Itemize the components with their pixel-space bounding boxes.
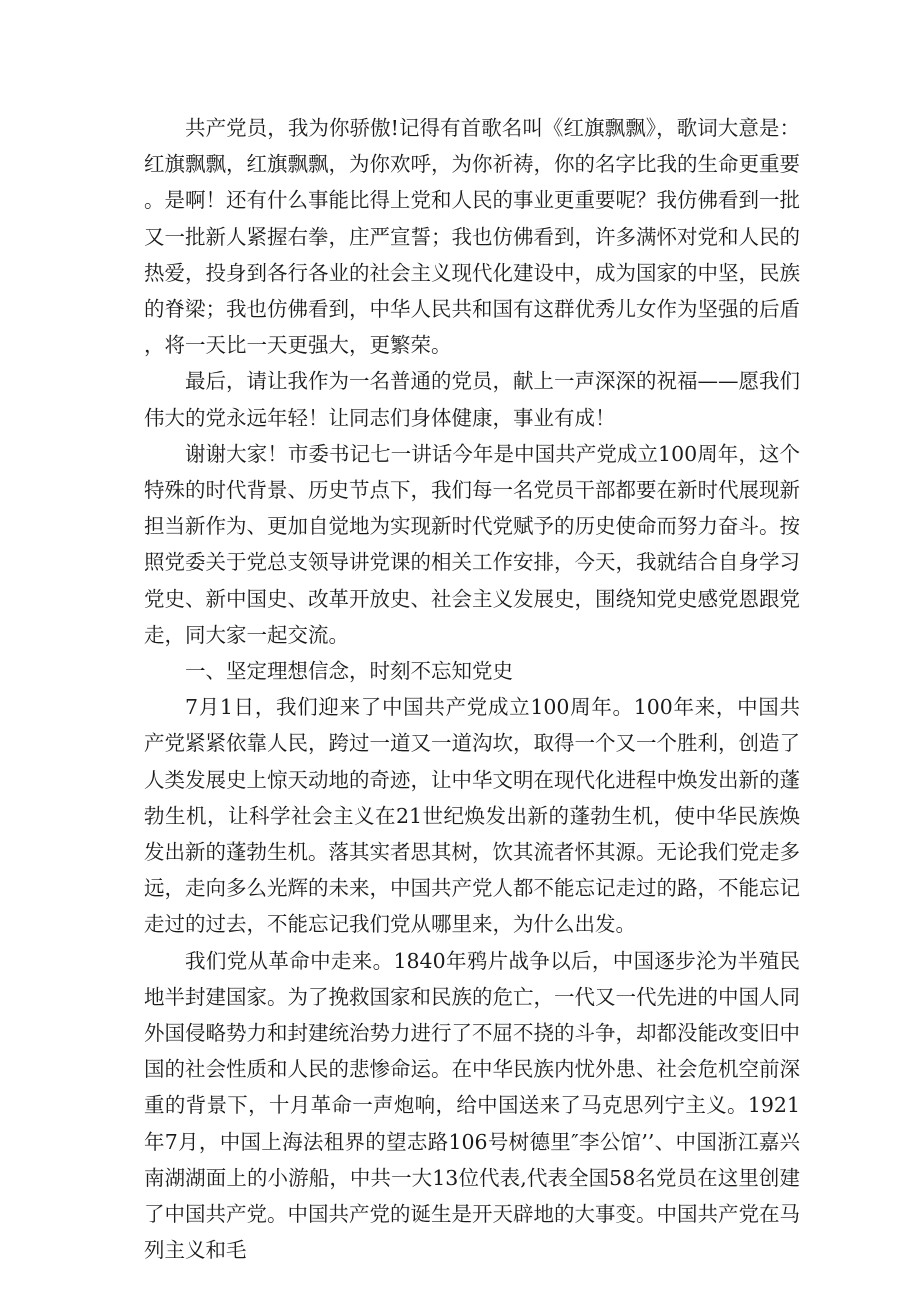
paragraph-party-member-pride: 共产党员，我为你骄傲!记得有首歌名叫《红旗飘飘》，歌词大意是：红旗飘飘，红旗飘飘，为你欢呼，为你祈祷，你的名字比我的生命更重要。是啊！还有什么事能比得上党和人民的事业更重要呢？我仿佛看到一批又一批新人紧握右拳，庄严宣誓；我也仿佛看到，许多满怀对党和人民的热爱，投身到各行各业的社会主义现代化建设中，成为国家的中坚，民族的脊梁；我也仿佛看到，中华人民共和国有这群优秀儿女作为坚强的后盾，将一天比一天更强大，更繁荣。 xyxy=(144,116,800,358)
section-heading: 一、坚定理想信念，时刻不忘知党史 xyxy=(185,659,513,684)
paragraph-thanks-speech: 谢谢大家！市委书记七一讲话今年是中国共产党成立100周年，这个特殊的时代背景、历史节点下，我们每一名党员干部都要在新时代展现新担当新作为、更加自觉地为实现新时代党赋予的历史使命而努力奋斗。按照党委关于党总支领导讲党课的相关工作安排，今天，我就结合自身学习党史、新中国史、改革开放史、社会主义发展史，围绕知党史感党恩跟党走，同大家一起交流。 xyxy=(144,441,800,647)
paragraph-blessing: 最后，请让我作为一名普通的党员，献上一声深深的祝福——愿我们伟大的党永远年轻！让同志们身体健康，事业有成！ xyxy=(144,369,800,430)
paragraph-revolution-history: 我们党从革命中走来。1840年鸦片战争以后，中国逐步沦为半殖民地半封建国家。为了挽救国家和民族的危亡，一代又一代先进的中国人同外国侵略势力和封建统治势力进行了不屈不挠的斗争，却都没能改变旧中国的社会性质和人民的悲惨命运。在中华民族内忧外患、社会危机空前深重的背景下，十月革命一声炮响，给中国送来了马克思列宁主义。1921年7月，中国上海法租界的望志路106号树德里″李公馆’’、中国浙江嘉兴南湖湖面上的小游船，中共一大13位代表,代表全国58名党员在这里创建了中国共产党。中国共产党的诞生是开天辟地的大事变。中国共产党在马列主义和毛 xyxy=(144,948,800,1263)
document-body xyxy=(144,110,800,1269)
paragraph-centenary: 7月1日，我们迎来了中国共产党成立100周年。100年来，中国共产党紧紧依靠人民，跨过一道又一道沟坎，取得一个又一个胜利，创造了人类发展史上惊天动地的奇迹，让中华文明在现代化进程中焕发出新的蓬勃生机，让科学社会主义在21世纪焕发出新的蓬勃生机，使中华民族焕发出新的蓬勃生机。落其实者思其树，饮其流者怀其源。无论我们党走多远，走向多么光辉的未来，中国共产党人都不能忘记走过的路，不能忘记走过的过去，不能忘记我们党从哪里来，为什么出发。 xyxy=(144,695,800,937)
